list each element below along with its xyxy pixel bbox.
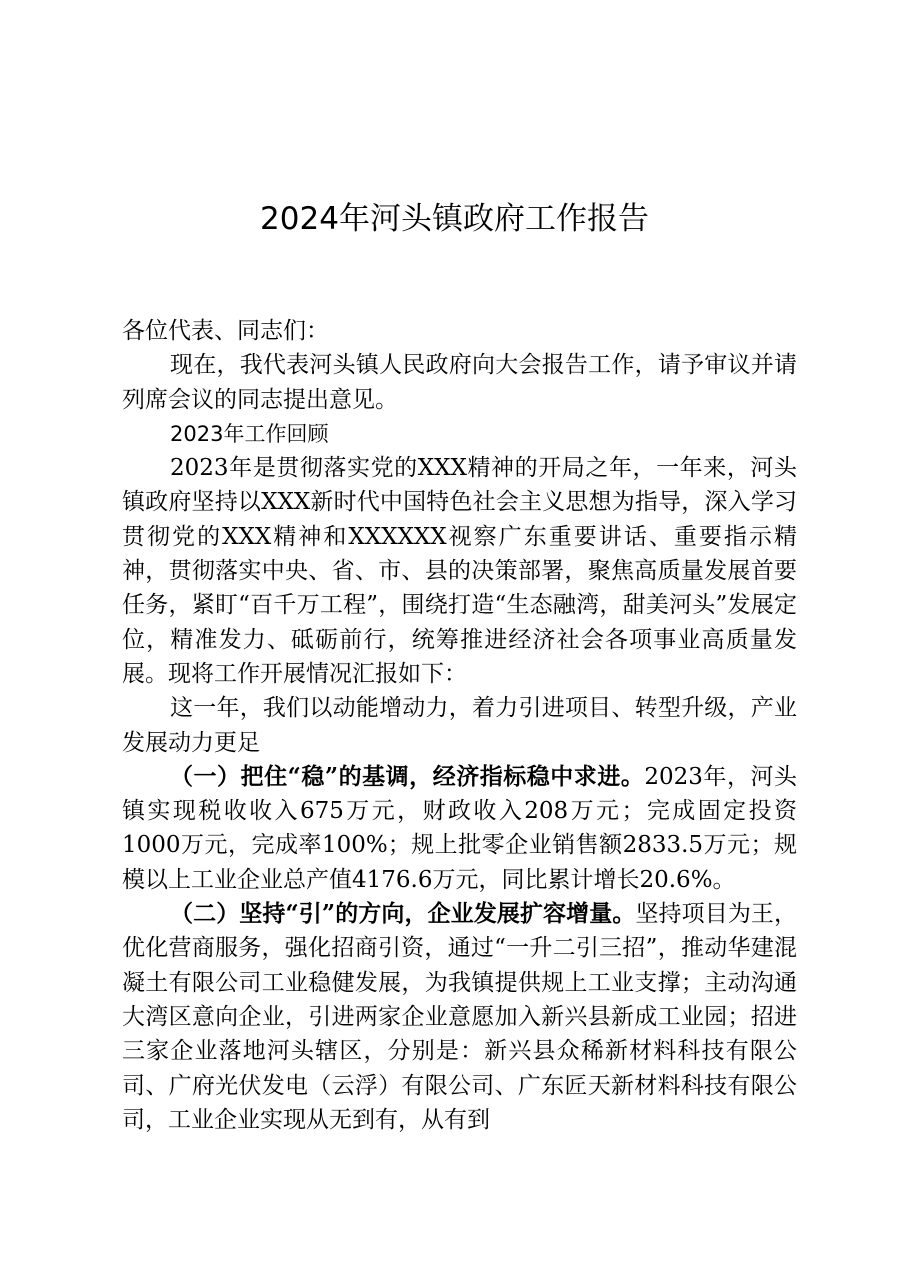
item2-lead: （二）坚持“引”的方向，企业发展扩容增量。 (170, 900, 636, 928)
item1-lead: （一）把住“稳”的基调，经济指标稳中求进。 (170, 762, 645, 790)
item2-paragraph (122, 897, 797, 1137)
section-heading: 2023年工作回顾 (170, 421, 329, 446)
item1-paragraph (122, 760, 797, 897)
document-title: 2024年河头镇政府工作报告 (260, 201, 649, 237)
salutation: 各位代表、同志们： (122, 318, 329, 344)
item2-body: 坚持项目为王，优化营商服务，强化招商引资，通过“一升二引三招”，推动华建混凝土有限公司工业稳健发展，为我镇提供规上工业支撑；主动沟通大湾区意向企业，引进两家企业意愿加入新兴县新成工业园；招进三家企业落地河头辖区，分别是：新兴县众稀新材料科技有限公司、广府光伏发电（云浮）有限公司、广东匠天新材料科技有限公司，工业企业实现从无到有，从有到 (122, 901, 797, 1133)
intro-paragraph: 现在，我代表河头镇人民政府向大会报告工作，请予审议并请列席会议的同志提出意见。 (122, 352, 797, 413)
document-body (122, 314, 797, 1137)
overview-paragraph: 2023年是贯彻落实党的XXX精神的开局之年，一年来，河头镇政府坚持以XXX新时代中国特色社会主义思想为指导，深入学习贯彻党的XXX精神和XXXXXX视察广东重要讲话、重要指示精神，贯彻落实中央、省、市、县的决策部署，聚焦高质量发展首要任务，紧盯“百千万工程”，围绕打造“生态融湾，甜美河头”发展定位，精准发力、砥砺前行，统筹推进经济社会各项事业高质量发展。现将工作开展情况汇报如下： (122, 455, 797, 687)
year-summary-paragraph: 这一年，我们以动能增动力，着力引进项目、转型升级，产业发展动力更足 (122, 695, 797, 756)
item1-body: 2023年，河头镇实现税收收入675万元，财政收入208万元；完成固定投资1000万元，完成率100%；规上批零企业销售额2833.5万元；规模以上工业企业总产值4176.6万元，同比累计增长20.6%。 (122, 763, 797, 893)
